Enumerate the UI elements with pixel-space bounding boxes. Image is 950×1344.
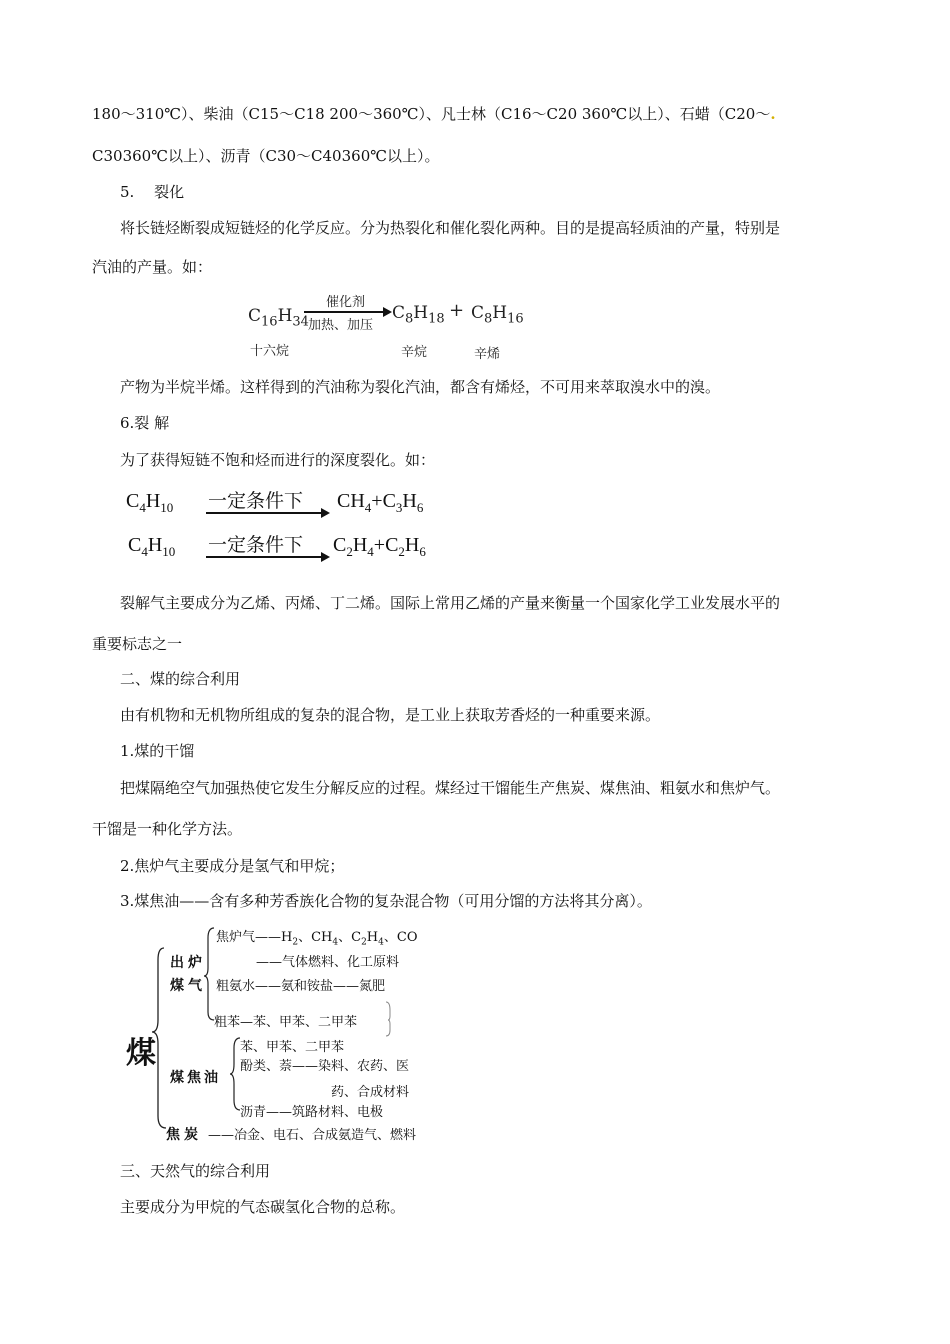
section-6-paragraph-3: 重要标志之一: [92, 635, 183, 653]
diagram-out-gas-2: 煤气: [170, 978, 206, 994]
eq2-arrow: [206, 556, 328, 558]
part-3-title: 三、天然气的综合利用: [120, 1162, 271, 1180]
diagram-coke: 焦炭: [166, 1127, 202, 1143]
subsection-3: 3.煤焦油——含有多种芳香族化合物的复杂混合物（可用分馏的方法将其分离）。: [120, 892, 652, 910]
eq-plus: +: [449, 300, 465, 321]
eq1-condition: 一定条件下: [208, 490, 304, 512]
section-6-paragraph-1: 为了获得短链不饱和烃而进行的深度裂化。如：: [120, 451, 436, 469]
diagram-coke-oven-gas: 焦炉气$——H_2$、$CH_4$、$C_2H_4$、CO: [216, 930, 418, 948]
eq-catalyst: 催化剂: [326, 295, 366, 310]
section-5-paragraph-3: 产物为半烷半烯。这样得到的汽油称为裂化汽油，都含有烯烃，不可用来萃取溴水中的溴。: [120, 378, 721, 396]
section-5-paragraph-2: 汽油的产量。如：: [92, 258, 213, 276]
subsection-1-paragraph-2: 干馏是一种化学方法。: [92, 820, 243, 838]
section-6-paragraph-2: 裂解气主要成分为乙烯、丙烯、丁二烯。国际上常用乙烯的产量来衡量一个国家化学工业发展水平的: [120, 594, 781, 612]
decorative-dot: .: [770, 105, 776, 123]
eq1-reactant: $C_4H_{10}$: [126, 490, 174, 515]
diagram-coke-use: ——冶金、电石、合成氨造气、燃料: [208, 1128, 417, 1143]
diagram-coal-tar: 煤焦油: [170, 1070, 221, 1086]
eq1-arrow: [206, 512, 328, 514]
part-2-paragraph-1: 由有机物和无机物所组成的复杂的混合物，是工业上获取芳香烃的一种重要来源。: [120, 706, 661, 724]
subsection-2: 2.焦炉气主要成分是氢气和甲烷；: [120, 857, 345, 875]
diagram-tar-item-4: 沥青——筑路材料、电极: [240, 1105, 384, 1120]
section-6-title: 6.裂 解: [120, 414, 170, 432]
gas-bracket: [204, 928, 214, 1020]
section-5-paragraph-1: 将长链烃断裂成短链烃的化学反应。分为热裂化和催化裂化两种。目的是提高轻质油的产量，特别是: [120, 219, 781, 237]
label-hexadecane: 十六烷: [250, 344, 290, 359]
eq-product-1: $C_8H_{18}$: [392, 303, 445, 327]
label-octane: 辛烷: [401, 345, 428, 360]
eq-reactant: $C_{16}H_{34}$: [248, 306, 309, 330]
text-line-1: 180～310℃）、柴油（C15～C18 200～360℃）、凡士林（C16～C20 360℃以上）、石蜡（C20～.: [92, 105, 776, 123]
diagram-tar-item-3: 药、合成材料: [331, 1085, 410, 1100]
text-line-2: C30360℃以上）、沥青（C30～C40360℃以上）。: [92, 147, 440, 165]
diagram-root-coal: 煤: [126, 1036, 156, 1071]
subsection-1-paragraph-1: 把煤隔绝空气加强热使它发生分解反应的过程。煤经过干馏能生产焦炭、煤焦油、粗氨水和焦炉气。: [120, 779, 781, 797]
eq-arrow: [304, 311, 390, 313]
part-2-title: 二、煤的综合利用: [120, 670, 241, 688]
section-5-title: 5. 裂化: [120, 183, 185, 201]
eq-condition: 加热、加压: [308, 318, 374, 333]
diagram-gas-use: ——气体燃料、化工原料: [256, 955, 400, 970]
trailing-bracket: [386, 1002, 390, 1036]
diagram-crude-benzene: 粗苯—苯、甲苯、二甲苯: [214, 1015, 358, 1030]
label-octene: 辛烯: [474, 347, 501, 362]
diagram-ammonia: 粗氨水——氨和铵盐——氮肥: [216, 979, 386, 994]
part-3-paragraph-1: 主要成分为甲烷的气态碳氢化合物的总称。: [120, 1198, 406, 1216]
diagram-tar-item-2: 酚类、萘——染料、农药、医: [240, 1059, 410, 1074]
eq1-product: $CH_4+C_3H_6$: [337, 490, 424, 515]
diagram-tar-item-1: 苯、甲苯、二甲苯: [240, 1040, 345, 1055]
tar-bracket: [230, 1038, 240, 1110]
eq-product-2: $C_8H_{16}$: [471, 303, 524, 327]
eq2-reactant: $C_4H_{10}$: [128, 534, 176, 559]
subsection-1-title: 1.煤的干馏: [120, 742, 195, 760]
eq2-product: $C_2H_4+C_2H_6$: [333, 534, 426, 559]
eq2-condition: 一定条件下: [208, 534, 304, 556]
diagram-out-gas-1: 出炉: [170, 955, 206, 971]
